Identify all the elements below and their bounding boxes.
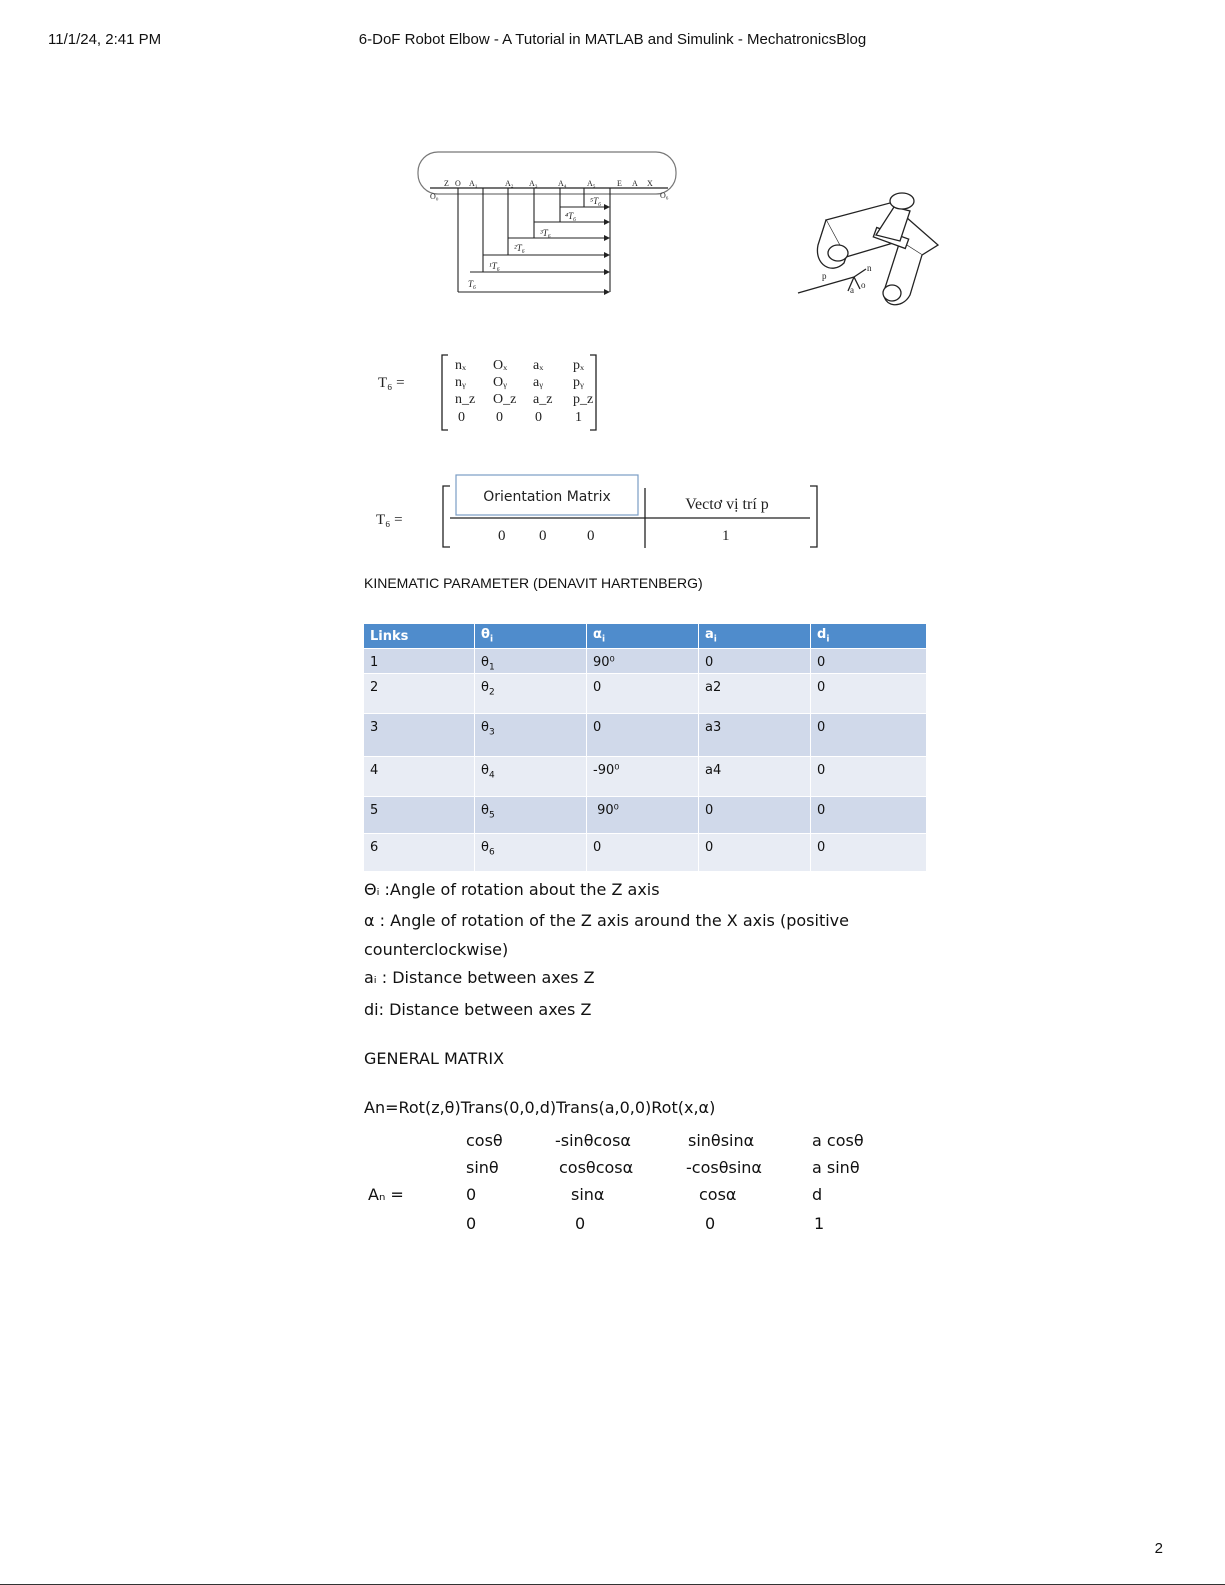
column-header: $\alpha_i$	[587, 624, 699, 649]
svg-text:1: 1	[575, 410, 582, 425]
t6-matrix	[455, 358, 593, 425]
an-formula: An=Rot(z,θ)Trans(0,0,d)Trans(a,0,0)Rot(x,α)	[364, 1098, 716, 1117]
chain-label: A₃	[529, 179, 538, 188]
gripper-label: n	[867, 263, 872, 273]
a-definition: aᵢ : Distance between axes Z	[364, 968, 595, 987]
d-definition: di: Distance between axes Z	[364, 1000, 592, 1019]
position-label: Vectơ vị trí p	[685, 496, 769, 513]
chain-label: E	[617, 179, 622, 188]
gripper-illustration	[798, 193, 938, 305]
table-row: 2 $\theta_2$ 0 a2 0	[364, 673, 927, 713]
svg-text:nᵧ: nᵧ	[455, 375, 466, 390]
chain-label: A₁	[469, 179, 478, 188]
table-row: 6 $\theta_6$ 0 0 0	[364, 833, 927, 871]
transform-label: ³T₆	[540, 228, 551, 238]
chain-label: A₂	[505, 179, 514, 188]
svg-text:pᵧ: pᵧ	[573, 375, 584, 390]
svg-text:p_z: p_z	[573, 392, 594, 407]
print-datetime: 11/1/24, 2:41 PM	[48, 31, 162, 48]
table-row: 5 $\theta_5$ 90⁰ 0 0	[364, 796, 927, 833]
transform-label: ⁵T₆	[590, 196, 602, 206]
kinematics-figure	[362, 145, 960, 572]
svg-text:0: 0	[458, 410, 465, 425]
svg-text:O_z: O_z	[493, 392, 517, 407]
transform-label: T₆	[468, 279, 477, 289]
svg-text:Oᵧ: Oᵧ	[493, 375, 507, 390]
table-header-row	[364, 624, 927, 649]
gripper-label: p	[822, 271, 827, 281]
gripper-label: a	[850, 285, 854, 295]
transform-label: ¹T₆	[489, 261, 500, 271]
transform-label: ⁴T₆	[565, 211, 577, 221]
column-header: Links	[364, 624, 475, 649]
chain-label: O	[455, 179, 461, 188]
table-row: 3 $\theta_3$ 0 a3 0	[364, 713, 927, 756]
svg-text:aᵧ: aᵧ	[533, 375, 543, 390]
svg-text:0: 0	[535, 410, 542, 425]
an-lhs: Aₙ =	[368, 1185, 404, 1204]
chain-label: A₄	[558, 179, 567, 188]
svg-text:aₓ: aₓ	[533, 358, 544, 373]
block-lhs: T₆ =	[376, 512, 403, 528]
alpha-definition-line1: α : Angle of rotation of the Z axis around the X axis (positive	[364, 911, 849, 930]
table-row: 1 $\theta_1$ 90⁰ 0 0	[364, 649, 927, 674]
bottom-zero: 0	[498, 528, 506, 544]
section-general-heading: GENERAL MATRIX	[364, 1049, 505, 1068]
column-header: $d_i$	[811, 624, 927, 649]
dh-parameter-table	[364, 624, 927, 871]
origin-left-label: O₀	[430, 192, 439, 201]
section-kinematic-heading: KINEMATIC PARAMETER (DENAVIT HARTENBERG)	[364, 575, 703, 591]
bottom-zero: 0	[587, 528, 595, 544]
column-header: $\theta_i$	[475, 624, 587, 649]
origin-right-label: O₆	[660, 191, 669, 200]
svg-text:nₓ: nₓ	[455, 358, 467, 373]
theta-definition: Θᵢ :Angle of rotation about the Z axis	[364, 880, 660, 899]
chain-label: A	[632, 179, 638, 188]
page-number: 2	[1154, 1540, 1163, 1557]
svg-text:0: 0	[496, 410, 503, 425]
orientation-label: Orientation Matrix	[483, 489, 611, 505]
svg-text:a_z: a_z	[533, 392, 553, 407]
svg-text:pₓ: pₓ	[573, 358, 585, 373]
chain-label: Z	[444, 179, 449, 188]
t6-lhs: T₆ =	[378, 375, 405, 391]
column-header: $a_i$	[699, 624, 811, 649]
chain-label: A₅	[587, 179, 596, 188]
svg-text:n_z: n_z	[455, 392, 476, 407]
bottom-zero: 0	[539, 528, 547, 544]
bottom-one: 1	[722, 528, 730, 544]
gripper-label: o	[861, 280, 866, 290]
transform-label: ²T₆	[514, 243, 525, 253]
print-page-title: 6-DoF Robot Elbow - A Tutorial in MATLAB and Simulink - MechatronicsBlog	[358, 31, 867, 48]
alpha-definition-line2: counterclockwise)	[364, 940, 509, 959]
table-row: 4 $\theta_4$ -90⁰ a4 0	[364, 756, 927, 796]
svg-text:Oₓ: Oₓ	[493, 358, 508, 373]
chain-label: X	[647, 179, 653, 188]
